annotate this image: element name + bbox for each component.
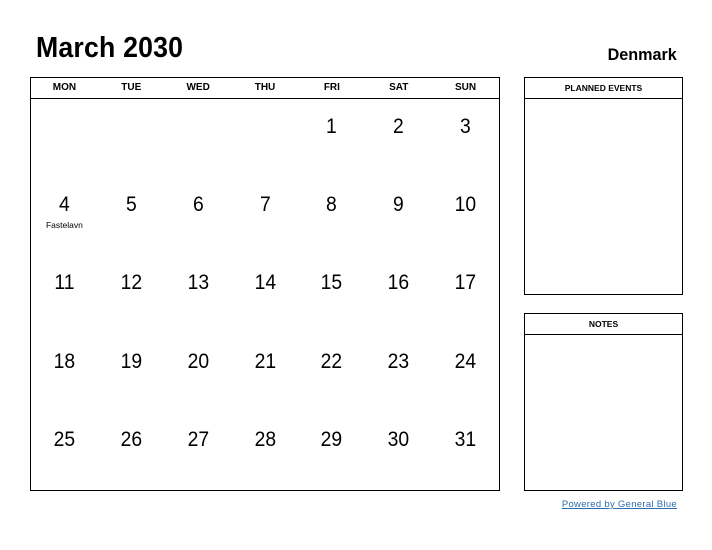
day-number: 19 [120, 349, 143, 373]
day-number: 6 [192, 193, 204, 217]
weekday-header [31, 78, 499, 99]
page-title: March 2030 [36, 32, 184, 64]
day-cell [232, 412, 299, 490]
day-cell [165, 334, 232, 412]
day-number: 24 [454, 349, 477, 373]
weekday-sun: SUN [455, 82, 477, 93]
day-number: 5 [125, 193, 137, 217]
day-number: 17 [454, 271, 477, 295]
day-cell [232, 177, 299, 255]
day-number: 8 [326, 193, 338, 217]
day-cell [432, 334, 499, 412]
notes-panel [524, 313, 683, 491]
day-number: 15 [321, 271, 343, 295]
day-number: 26 [120, 427, 143, 451]
day-number: 30 [387, 427, 410, 451]
day-cell [165, 99, 232, 177]
day-number: 1 [326, 115, 338, 138]
day-number: 27 [187, 427, 209, 451]
day-cell [31, 255, 98, 333]
day-cell [365, 177, 432, 255]
day-cell [365, 412, 432, 490]
day-cell [31, 177, 98, 255]
day-number: 11 [54, 271, 75, 295]
day-cell [98, 412, 165, 490]
day-cell [31, 412, 98, 490]
day-cell [432, 99, 499, 177]
day-cell [232, 334, 299, 412]
day-cell [232, 255, 299, 333]
weekday-tue: TUE [121, 82, 142, 93]
planned-events-heading: PLANNED EVENTS [525, 78, 682, 99]
day-cell [365, 255, 432, 333]
day-number: 25 [53, 427, 76, 451]
day-cell [98, 99, 165, 177]
day-cell [31, 334, 98, 412]
day-number: 31 [454, 427, 477, 451]
day-number: 10 [454, 193, 477, 217]
weekday-fri: FRI [323, 82, 340, 93]
powered-by-link[interactable]: Powered by General Blue [561, 499, 677, 510]
day-number: 9 [393, 193, 405, 217]
day-cell [365, 334, 432, 412]
weekday-wed: WED [186, 82, 210, 93]
day-cell [432, 412, 499, 490]
day-cell [365, 99, 432, 177]
day-cell [165, 412, 232, 490]
day-cell [165, 177, 232, 255]
notes-heading: NOTES [525, 314, 682, 335]
day-number: 4 [59, 193, 70, 217]
day-number: 29 [321, 427, 343, 451]
weekday-mon: MON [52, 82, 77, 93]
day-number: 16 [387, 271, 410, 295]
day-number: 14 [254, 271, 276, 295]
weekday-thu: THU [254, 82, 276, 93]
day-cell [98, 255, 165, 333]
country-label: Denmark [607, 45, 677, 64]
day-cell [98, 177, 165, 255]
calendar-days [31, 99, 499, 490]
day-cell [232, 99, 299, 177]
calendar-grid [30, 77, 500, 491]
holiday-label: Fastelavn [45, 220, 83, 231]
day-number: 7 [259, 193, 271, 217]
weekday-sat: SAT [389, 82, 409, 93]
day-cell [31, 99, 98, 177]
day-cell [165, 255, 232, 333]
day-number: 22 [321, 349, 343, 373]
day-number: 20 [187, 349, 209, 373]
day-cell [432, 177, 499, 255]
day-cell [298, 99, 365, 177]
day-cell [98, 334, 165, 412]
day-number: 12 [120, 271, 143, 295]
day-cell [298, 255, 365, 333]
day-number: 13 [187, 271, 209, 295]
day-cell [298, 412, 365, 490]
planned-events-panel [524, 77, 683, 295]
day-number: 21 [254, 349, 276, 373]
day-cell [432, 255, 499, 333]
day-number: 2 [393, 115, 405, 138]
day-cell [298, 334, 365, 412]
day-number: 18 [53, 349, 76, 373]
day-number: 23 [387, 349, 410, 373]
day-number: 28 [254, 427, 276, 451]
day-number: 3 [460, 115, 471, 138]
day-cell [298, 177, 365, 255]
